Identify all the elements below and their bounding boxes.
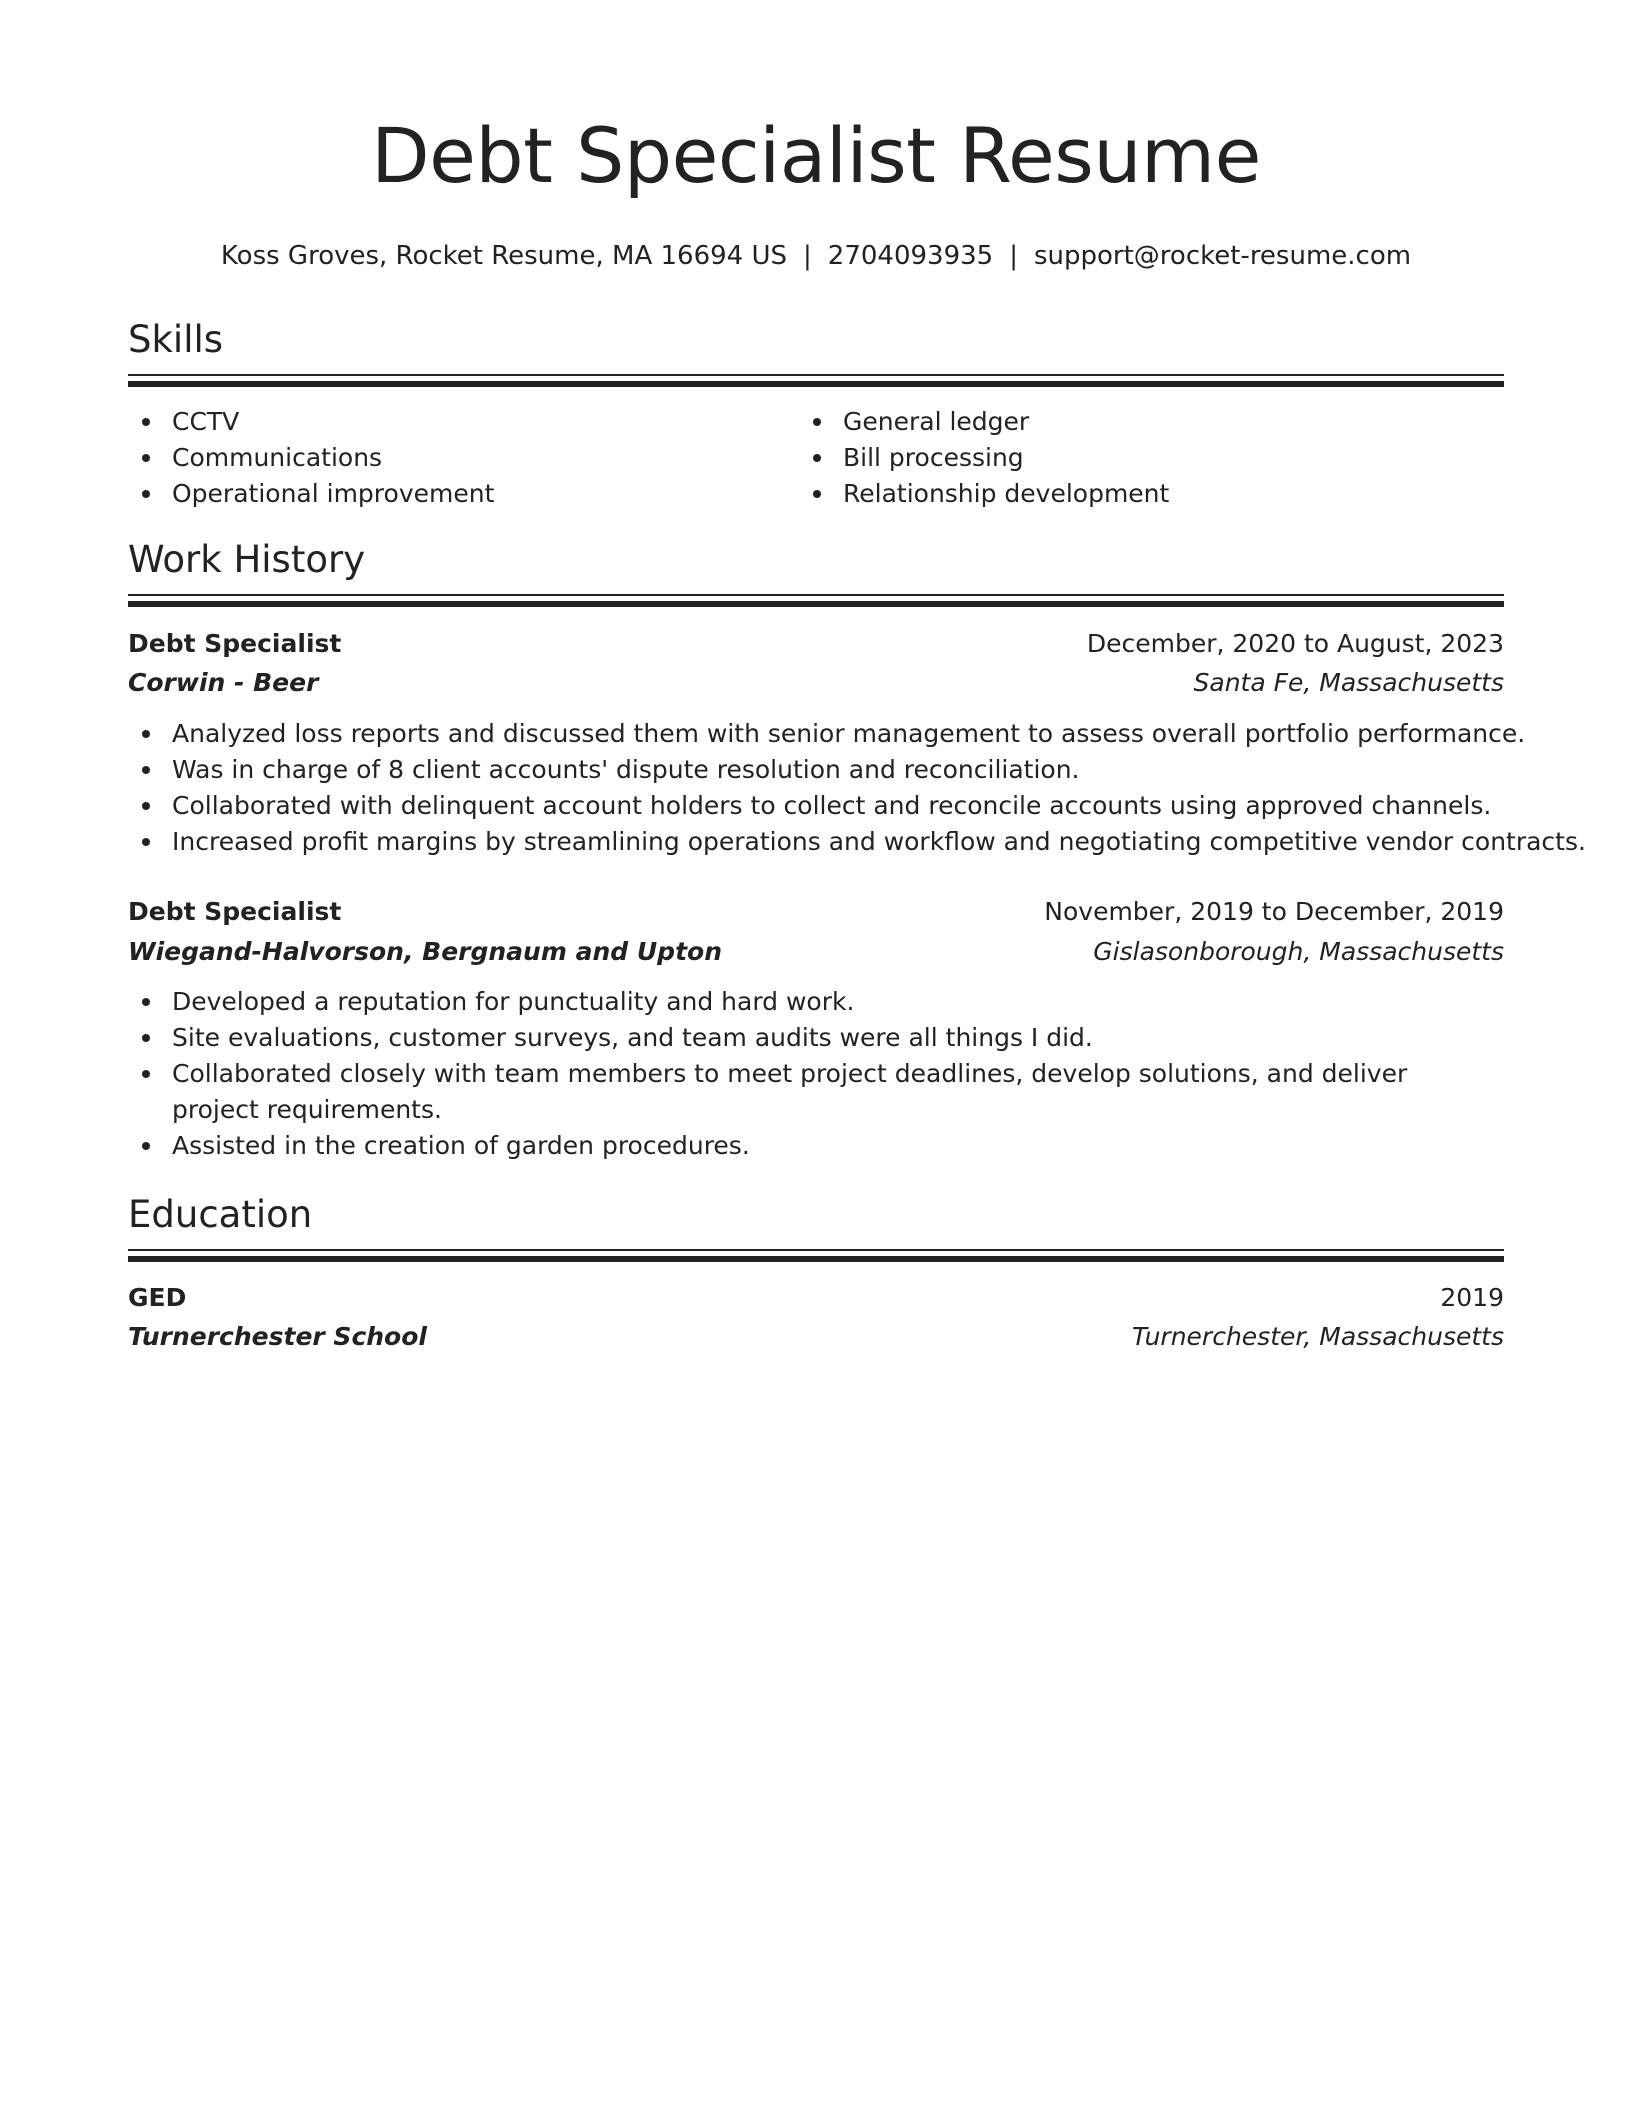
job-bullets xyxy=(128,716,1586,860)
job-bullet: Collaborated with delinquent account holders to collect and reconcile accounts using approved channels. xyxy=(128,788,1504,824)
job-location: Santa Fe, Massachusetts xyxy=(1193,668,1504,697)
skills-list-right xyxy=(799,404,1169,512)
job-company-row xyxy=(128,933,1504,971)
job-dates: November, 2019 to December, 2019 xyxy=(1044,897,1504,926)
education-school: Turnerchester School xyxy=(128,1322,427,1351)
skill-item: General ledger xyxy=(799,404,1169,440)
skill-item: Operational improvement xyxy=(128,476,494,512)
contact-line xyxy=(128,240,1504,272)
job-header-row xyxy=(128,893,1504,931)
job-title: Debt Specialist xyxy=(128,897,342,926)
job-header-row xyxy=(128,625,1504,663)
job-company: Wiegand-Halvorson, Bergnaum and Upton xyxy=(128,937,722,966)
job-title: Debt Specialist xyxy=(128,629,342,658)
contact-separator: | xyxy=(1009,241,1018,271)
job-bullet: Was in charge of 8 client accounts' dispute resolution and reconciliation. xyxy=(128,752,1504,788)
skill-item: CCTV xyxy=(128,404,494,440)
job-bullet: Collaborated closely with team members to meet project deadlines, develop solutions, and deliver project requirements. xyxy=(128,1056,1472,1128)
job-bullet: Increased profit margins by streamlining operations and workflow and negotiating competitive vendor contracts. xyxy=(128,824,1504,860)
section-divider-thin xyxy=(128,374,1504,376)
skill-item: Communications xyxy=(128,440,494,476)
skills-heading: Skills xyxy=(128,318,224,361)
section-divider-thin xyxy=(128,594,1504,596)
job-bullet: Site evaluations, customer surveys, and team audits were all things I did. xyxy=(128,1020,1504,1056)
job-company-row xyxy=(128,664,1504,702)
job-bullet: Developed a reputation for punctuality and hard work. xyxy=(128,984,1504,1020)
work-history-heading: Work History xyxy=(128,538,366,581)
education-heading: Education xyxy=(128,1193,313,1236)
work-history-section xyxy=(128,538,1586,1160)
job-company: Corwin - Beer xyxy=(128,668,319,697)
education-degree: GED xyxy=(128,1283,187,1312)
section-divider-thick xyxy=(128,1256,1504,1262)
education-header-row xyxy=(128,1279,1504,1317)
job-dates: December, 2020 to August, 2023 xyxy=(1086,629,1504,658)
education-location: Turnerchester, Massachusetts xyxy=(1131,1322,1504,1351)
job-bullet: Assisted in the creation of garden procedures. xyxy=(128,1128,1504,1164)
job-bullet: Analyzed loss reports and discussed them with senior management to assess overall portfolio performance. xyxy=(128,716,1504,752)
education-year: 2019 xyxy=(1440,1283,1504,1312)
education-school-row xyxy=(128,1318,1504,1356)
section-divider-thick xyxy=(128,601,1504,607)
job-bullets xyxy=(128,984,1504,1164)
contact-address: Koss Groves, Rocket Resume, MA 16694 US xyxy=(220,241,788,271)
contact-separator: | xyxy=(803,241,812,271)
resume-title: Debt Specialist Resume xyxy=(371,111,1261,200)
job-location: Gislasonborough, Massachusetts xyxy=(1093,937,1504,966)
section-divider-thin xyxy=(128,1249,1504,1251)
education-section xyxy=(128,1193,1504,1351)
section-divider-thick xyxy=(128,381,1504,387)
contact-phone: 2704093935 xyxy=(827,241,994,271)
skills-section xyxy=(128,318,1504,508)
contact-email[interactable]: support@rocket-resume.com xyxy=(1033,241,1412,271)
skills-list-left xyxy=(128,404,494,512)
skill-item: Bill processing xyxy=(799,440,1169,476)
skill-item: Relationship development xyxy=(799,476,1169,512)
